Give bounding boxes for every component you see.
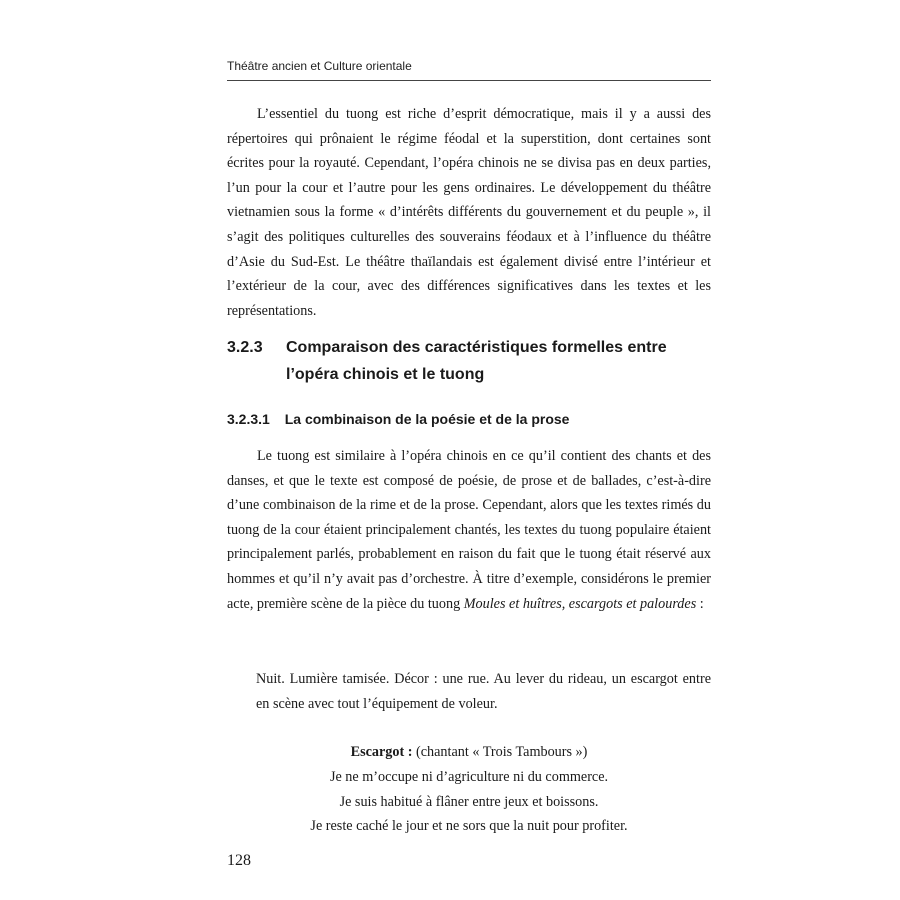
paragraph-text	[227, 444, 711, 616]
paragraph-text: L’essentiel du tuong est riche d’esprit démocratique, mais il y a aussi des répertoires qui prônaient le régime féodal et la superstition, dont certaines sont écrites pour la royauté. Cependant, l’opéra chinois ne se divisa pas en deux parties, l’un pour la cour et l’autre pour les gens ordinaires. Le développement du théâtre vietnamien sous la forme « d’intérêts différents du gouvernement et du peuple », il s’agit des politiques culturelles des souverains féodaux et à l’influence du théâtre d’Asie du Sud-Est. Le théâtre thaïlandais est également divisé entre l’intérieur et l’extérieur de la cour, avec des différences significatives dans les textes et les représentations.	[227, 106, 711, 319]
header-rule	[227, 80, 711, 81]
subsection-number: 3.2.3.1	[227, 411, 270, 427]
verse-direction: (chantant « Trois Tambours »)	[416, 744, 588, 760]
paragraph-end: :	[696, 595, 704, 612]
subsection-heading	[227, 409, 569, 429]
verse-line: Je suis habitué à flâner entre jeux et boissons.	[339, 793, 599, 810]
paragraph-body: Le tuong est similaire à l’opéra chinois en ce qu’il contient des chants et des danses, et que le texte est composé de poésie, de prose et de ballades, c’est-à-dire d’une combinaison de la rime et de la prose. Cependant, alors que les textes rimés du tuong de la cour étaient principalement chantés, les textes du tuong populaire étaient principalement parlés, probablement en raison du fait que le tuong était réservé aux hommes et qu’il n’y avait pas d’orchestre. À titre d’exemple, considérons le premier acte, première scène de la pièce du tuong	[227, 448, 711, 612]
verse-block	[227, 740, 711, 839]
verse-speaker-line	[227, 740, 711, 765]
subsection-title: La combinaison de la poésie et de la prose	[284, 411, 570, 427]
running-header: Théâtre ancien et Culture orientale	[227, 59, 412, 73]
stage-direction-text: Nuit. Lumière tamisée. Décor : une rue. Au lever du rideau, un escargot entre en scène avec tout l’équipement de voleur.	[256, 671, 711, 712]
section-title: Comparaison des caractéristiques formelles entre l’opéra chinois et le tuong	[286, 339, 667, 383]
verse-speaker: Escargot :	[350, 744, 413, 760]
play-title: Moules et huîtres, escargots et palourdes	[463, 595, 697, 612]
verse-line: Je ne m’occupe ni d’agriculture ni du commerce.	[329, 768, 609, 785]
verse-line: Je reste caché le jour et ne sors que la nuit pour profiter.	[310, 818, 628, 835]
body-paragraph	[227, 102, 711, 323]
section-heading	[227, 334, 717, 388]
body-paragraph	[227, 444, 711, 616]
section-number: 3.2.3	[227, 339, 263, 356]
stage-direction	[256, 667, 711, 716]
page-number: 128	[227, 852, 251, 869]
